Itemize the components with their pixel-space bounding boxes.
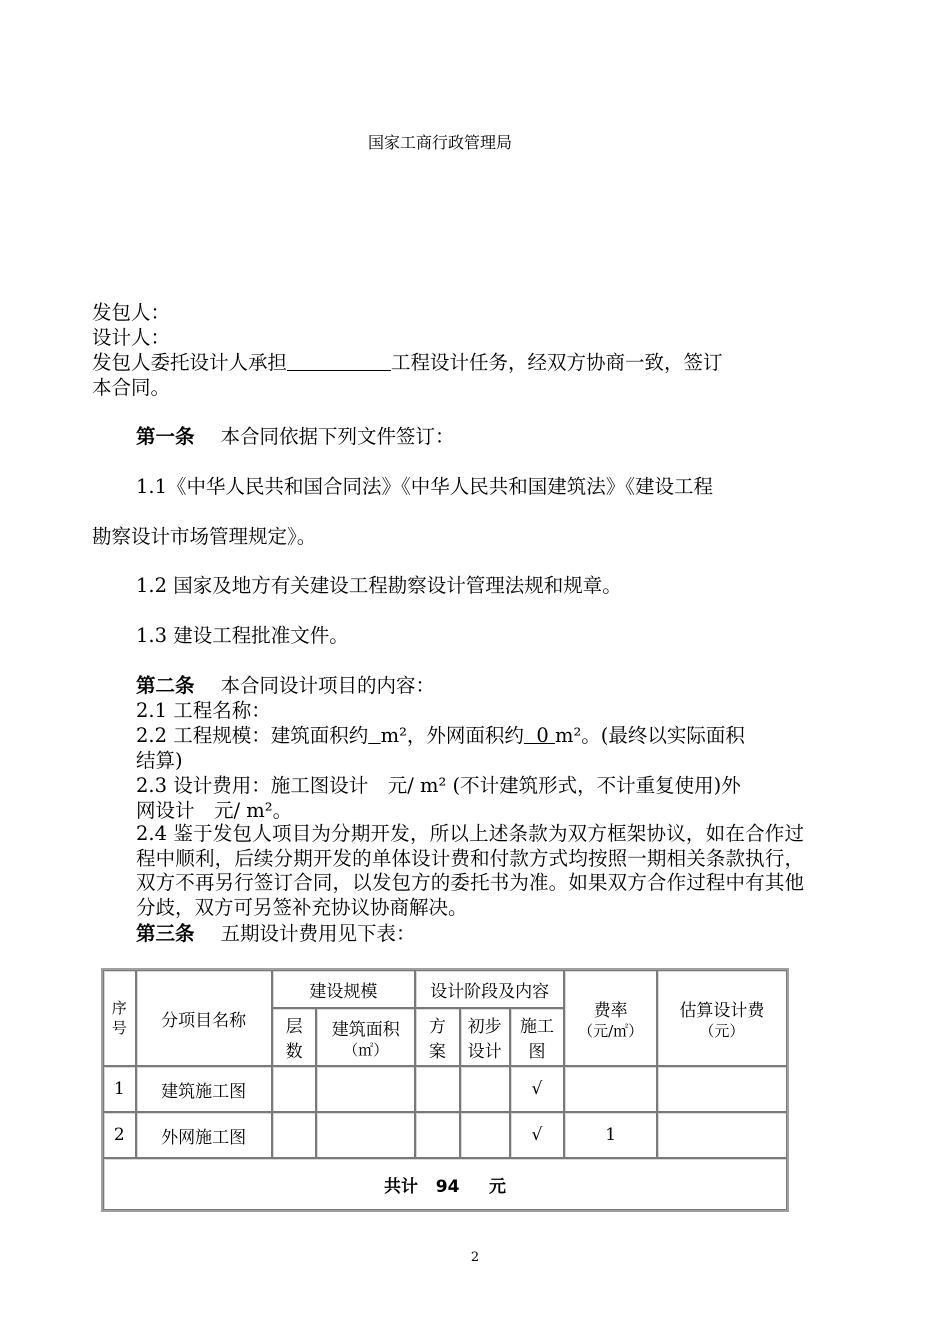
header-item-name: 分项目名称 [136, 970, 272, 1066]
cell-estimate [657, 1066, 787, 1112]
table-row [103, 1066, 787, 1112]
cell-seq: 2 [103, 1112, 136, 1158]
cell-prelim [460, 1066, 510, 1112]
article3-title [136, 921, 804, 946]
intro-after: 工程设计任务，经双方协商一致，签订 [391, 351, 723, 374]
article2-heading: 第二条 [136, 674, 195, 697]
article1-heading: 第一条 [136, 425, 195, 448]
total-value: 94 [435, 1176, 460, 1197]
article3-text: 五期设计费用见下表： [220, 922, 416, 945]
article2-item2 [136, 723, 804, 748]
header-estimate [657, 970, 787, 1066]
fee-table [101, 968, 789, 1212]
rate-unit: （元/㎡） [578, 1021, 644, 1040]
article2-item3: 2.3 设计费用：施工图设计 元/ m² (不计建筑形式，不计重复使用)外 [136, 774, 741, 797]
total-unit: 元 [489, 1176, 507, 1197]
cell-scheme [415, 1066, 460, 1112]
header-title: 国家工商行政管理局 [367, 133, 512, 152]
cell-name: 外网施工图 [136, 1112, 272, 1158]
area-label: 建筑面积 [331, 1019, 400, 1040]
header-area [316, 1008, 415, 1066]
cell-estimate [657, 1112, 787, 1158]
cell-rate: 1 [564, 1112, 656, 1158]
estimate-label: 估算设计费 [679, 1000, 765, 1021]
header-scheme: 方案 [415, 1008, 460, 1066]
table-row [103, 1112, 787, 1158]
article3-heading: 第三条 [136, 922, 195, 945]
rate-label: 费率 [593, 1000, 628, 1021]
cell-scheme [415, 1112, 460, 1158]
article2-item4: 2.4 鉴于发包人项目为分期开发，所以上述条款为双方框架协议，如在合作过程中顺利，后续分期开发的单体设计费和付款方式均按照一期相关条款执行，双方不再另行签订合同，以发包方的委托书为准。如果双方合作过程中有其他分歧，双方可另签补充协议协商解决。 [136, 822, 804, 919]
header-seq: 序号 [103, 970, 136, 1066]
item2-pre: 2.2 工程规模：建筑面积约 [136, 724, 369, 747]
cell-construction: √ [510, 1112, 565, 1158]
intro-before: 发包人委托设计人承担 [92, 351, 288, 374]
header-construction: 施工图 [510, 1008, 565, 1066]
article2-item2-cont: 结算) [136, 749, 183, 772]
designer-line: 设计人： [92, 326, 171, 349]
cell-construction: √ [510, 1066, 565, 1112]
article2-item1: 2.1 工程名称： [136, 699, 271, 722]
article2-title [136, 673, 804, 698]
area-unit: （㎡） [343, 1040, 389, 1059]
cell-area [316, 1066, 415, 1112]
header-prelim: 初步设计 [460, 1008, 510, 1066]
page-number: 2 [470, 1250, 480, 1265]
header-stage: 设计阶段及内容 [415, 970, 564, 1008]
estimate-unit: （元） [699, 1021, 745, 1040]
cell-floors [272, 1066, 317, 1112]
item2-post: m²。(最终以实际面积 [554, 724, 745, 747]
cell-floors [272, 1112, 317, 1158]
project-name-blank [287, 352, 391, 371]
total-cell [103, 1158, 787, 1210]
article1-item3: 1.3 建设工程批准文件。 [136, 624, 349, 647]
article1-item1-cont: 勘察设计市场管理规定》。 [92, 525, 317, 548]
header-rate [564, 970, 656, 1066]
total-label: 共计 [383, 1176, 418, 1197]
intro-line-2: 本合同。 [92, 376, 171, 399]
article1-text: 本合同依据下列文件签订： [220, 425, 455, 448]
article1-item1: 1.1《中华人民共和国合同法》《中华人民共和国建筑法》《建设工程 [136, 475, 714, 498]
article1-title [136, 424, 804, 449]
employer-line: 发包人： [92, 301, 171, 324]
area-blank [368, 724, 380, 747]
cell-area [316, 1112, 415, 1158]
cell-rate [564, 1066, 656, 1112]
header-floors: 层数 [272, 1008, 317, 1066]
total-row [103, 1158, 787, 1210]
item2-mid: m²，外网面积约 [380, 724, 524, 747]
article2-item3-cont: 网设计 元/ m²。 [136, 799, 293, 822]
cell-seq: 1 [103, 1066, 136, 1112]
cell-name: 建筑施工图 [136, 1066, 272, 1112]
article1-item2: 1.2 国家及地方有关建设工程勘察设计管理法规和规章。 [136, 574, 622, 597]
header-scale: 建设规模 [272, 970, 415, 1008]
net-area-value: 0 [523, 724, 555, 747]
intro-line [92, 350, 804, 375]
article2-text: 本合同设计项目的内容： [220, 674, 436, 697]
cell-prelim [460, 1112, 510, 1158]
fee-table-wrapper [101, 968, 791, 1218]
